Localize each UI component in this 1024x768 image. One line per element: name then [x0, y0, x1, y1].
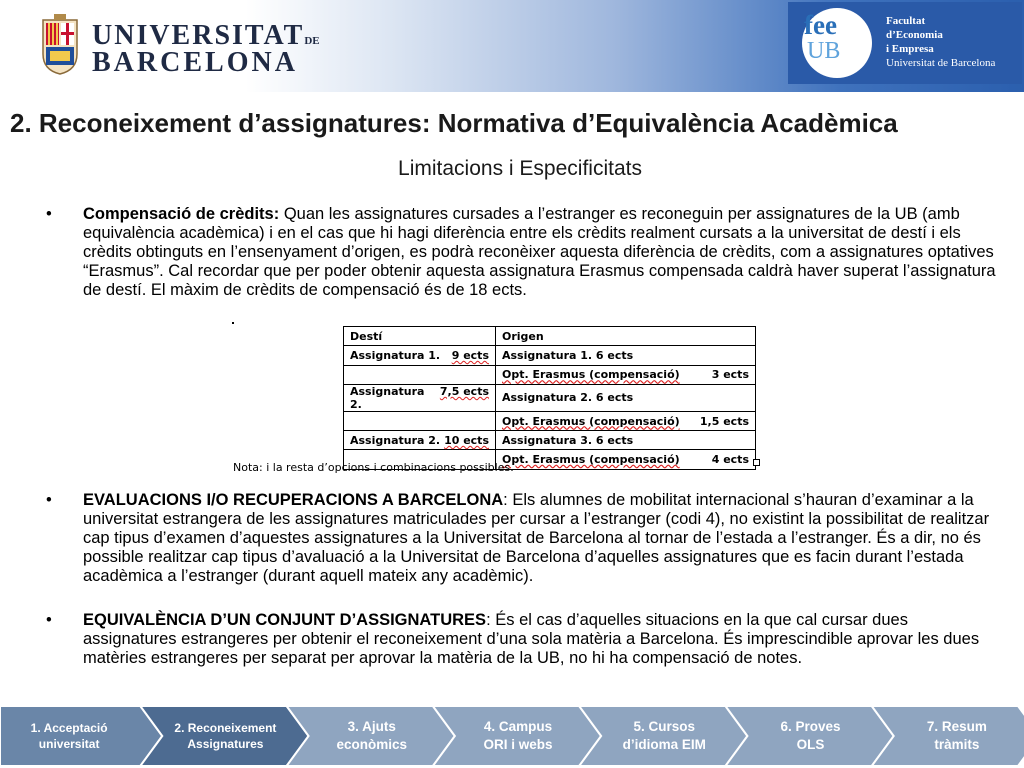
table-row: [344, 411, 756, 430]
ub-shield-icon: [40, 14, 80, 76]
page-subtitle: Limitacions i Especificitats: [398, 157, 642, 180]
step-label-line: d’idioma EIM: [622, 737, 706, 752]
bullet-lead: EVALUACIONS I/O RECUPERACIONS A BARCELONA: [83, 491, 504, 509]
step-label-line: 6. Proves: [780, 719, 841, 734]
faculty-line: d’Economia: [886, 29, 943, 41]
faculty-line: Universitat de Barcelona: [886, 57, 996, 69]
step-label: [174, 720, 276, 752]
dest-credits-value: 7,5 ects: [439, 384, 489, 398]
dest-credits: [444, 434, 489, 447]
orig-subject: Opt. Erasmus (compensació): [502, 414, 680, 428]
fee-logo-ub: UB: [807, 38, 841, 64]
orig-subject: Opt. Erasmus (compensació): [502, 453, 680, 467]
step-label-line: 2. Reconeixement: [174, 721, 277, 735]
fee-logo-word: fee: [804, 10, 837, 40]
step-label-line: 1. Acceptació: [30, 721, 108, 735]
step-label: [31, 720, 108, 752]
step-label-line: econòmics: [336, 737, 407, 752]
bullet-body: Quan les assignatures cursades a l’estranger es reconeguin per assignatures de la UB (amb equivalència acadèmica) i en el cas que hi hagi diferència entre els crèdits realment cursats a la universitat de destí i els crèdits obtinguts en l’ensenyament d’origen, es podrà reconèixer aquesta diferència de crèdits, com a assignatures optatives “Erasmus”. Cal recordar que per poder obtenir aquesta assignatura Erasmus compensada caldrà haver superat l’assignatura de destí. El màxim de crèdits de compensació és de 18 ects.: [83, 205, 996, 299]
process-steps-bar: [0, 706, 1024, 766]
bullet-lead: EQUIVALÈNCIA D’UN CONJUNT D’ASSIGNATURES: [83, 611, 487, 629]
table-cell-origen: [496, 411, 756, 430]
orig-subject: Opt. Erasmus (compensació): [502, 368, 680, 382]
faculty-line: i Empresa: [886, 43, 934, 55]
table-cell-origen: [496, 365, 756, 384]
bullet-lead: Compensació de crèdits:: [83, 205, 280, 223]
dest-credits: [440, 385, 489, 398]
table-header-row: [344, 327, 756, 346]
table-cell-desti: [344, 346, 496, 365]
dest-subject: Assignatura 1.: [350, 348, 441, 362]
orig-credits: 1,5 ects: [699, 414, 749, 428]
step-label-line: 3. Ajuts: [347, 719, 396, 734]
table-row: [344, 431, 756, 450]
step-label: [927, 718, 987, 754]
bullet-body: : Els alumnes de mobilitat internacional s’hauran d’examinar a la universitat estrangera de les assignatures matriculades per cursar a l’estranger (codi 4), no existint la possibilitat de realitzar cap tipus d’examen d’aquestes assignatures a la Universitat de Barcelona al tornar de l’estada a l’estranger. És a dir, no és possible realitzar cap tipus d’avaluació a la Universitat de Barcelona d’aquelles assignatures que es facin durant l’estada acadèmica a l’estranger (durant aquell mateix any acadèmic).: [83, 491, 990, 585]
equivalence-table: [343, 326, 756, 470]
step-label: [623, 718, 706, 754]
table-header-origen: Origen: [496, 327, 756, 346]
step-label: [781, 718, 841, 754]
table-cell-desti: [344, 384, 496, 411]
dest-credits: [452, 349, 489, 362]
bullet-dot: •: [46, 611, 52, 629]
orig-credits: 3 ects: [711, 368, 749, 382]
bullet-text: [83, 491, 1003, 586]
ub-name-de: DE: [304, 35, 320, 47]
table-cell-desti: [344, 365, 496, 384]
orig-subject: Assignatura 1. 6 ects: [502, 348, 634, 362]
bullet-text: [83, 205, 1003, 300]
header-banner: [0, 0, 1024, 92]
table-row: [344, 365, 756, 384]
bullet-dot: •: [46, 205, 52, 223]
table-note: Nota: i la resta d’opcions i combinacions possibles.: [233, 461, 514, 474]
table-row: [344, 346, 756, 365]
step-5[interactable]: [595, 706, 733, 766]
step-label: [336, 718, 407, 754]
table-cell-origen: [496, 431, 756, 450]
step-1[interactable]: [0, 706, 138, 766]
step-label: [483, 718, 552, 754]
table-row: [344, 384, 756, 411]
step-label-line: 7. Resum: [926, 719, 987, 734]
step-4[interactable]: [449, 706, 587, 766]
fee-ub-logo: [788, 2, 1022, 84]
step-label-line: tràmits: [934, 737, 980, 752]
orig-subject: Assignatura 3. 6 ects: [502, 433, 634, 447]
table-cell-origen: [496, 346, 756, 365]
step-7[interactable]: [888, 706, 1024, 766]
step-2[interactable]: [156, 706, 294, 766]
table-header-desti: Destí: [344, 327, 496, 346]
ub-name-line1: UNIVERSITATDE: [92, 20, 320, 51]
table-cell-desti: [344, 431, 496, 450]
orig-subject: Assignatura 2. 6 ects: [502, 391, 634, 405]
step-label-line: 4. Campus: [483, 719, 553, 734]
faculty-name: [886, 14, 995, 70]
page-title: 2. Reconeixement d’assignatures: Normativa d’Equivalència Acadèmica: [10, 108, 898, 138]
dest-credits-value: 10 ects: [444, 433, 489, 447]
table-cell-desti: [344, 411, 496, 430]
ub-logo: [40, 14, 320, 78]
table-resize-handle[interactable]: [753, 459, 760, 466]
table-cell-origen: [496, 450, 756, 469]
orig-credits: 4 ects: [711, 453, 749, 467]
step-label-line: OLS: [796, 737, 825, 752]
step-3[interactable]: [303, 706, 441, 766]
stray-mark: [232, 322, 234, 324]
bullet-dot: •: [46, 491, 52, 509]
step-label-line: Assignatures: [187, 737, 264, 751]
bullet-body: : És el cas d’aquelles situacions en la que cal cursar dues assignatures estrangeres per obtenir el reconeixement d’una sola matèria a Barcelona. És imprescindible aprovar les dues matèries estrangeres per separat per aprovar la matèria de la UB, no hi ha compensació de notes.: [83, 611, 980, 667]
step-label-line: ORI i webs: [483, 737, 553, 752]
dest-credits-value: 9 ects: [451, 348, 489, 362]
dest-subject: Assignatura 2.: [350, 384, 425, 411]
bullet-text: [83, 611, 1003, 668]
table-cell-origen: [496, 384, 756, 411]
ub-name-line2: BARCELONA: [92, 47, 298, 78]
step-label-line: universitat: [38, 737, 100, 751]
step-label-line: 5. Cursos: [633, 719, 696, 734]
faculty-line: Facultat: [886, 15, 926, 27]
step-6[interactable]: [741, 706, 879, 766]
dest-subject: Assignatura 2.: [350, 433, 441, 447]
